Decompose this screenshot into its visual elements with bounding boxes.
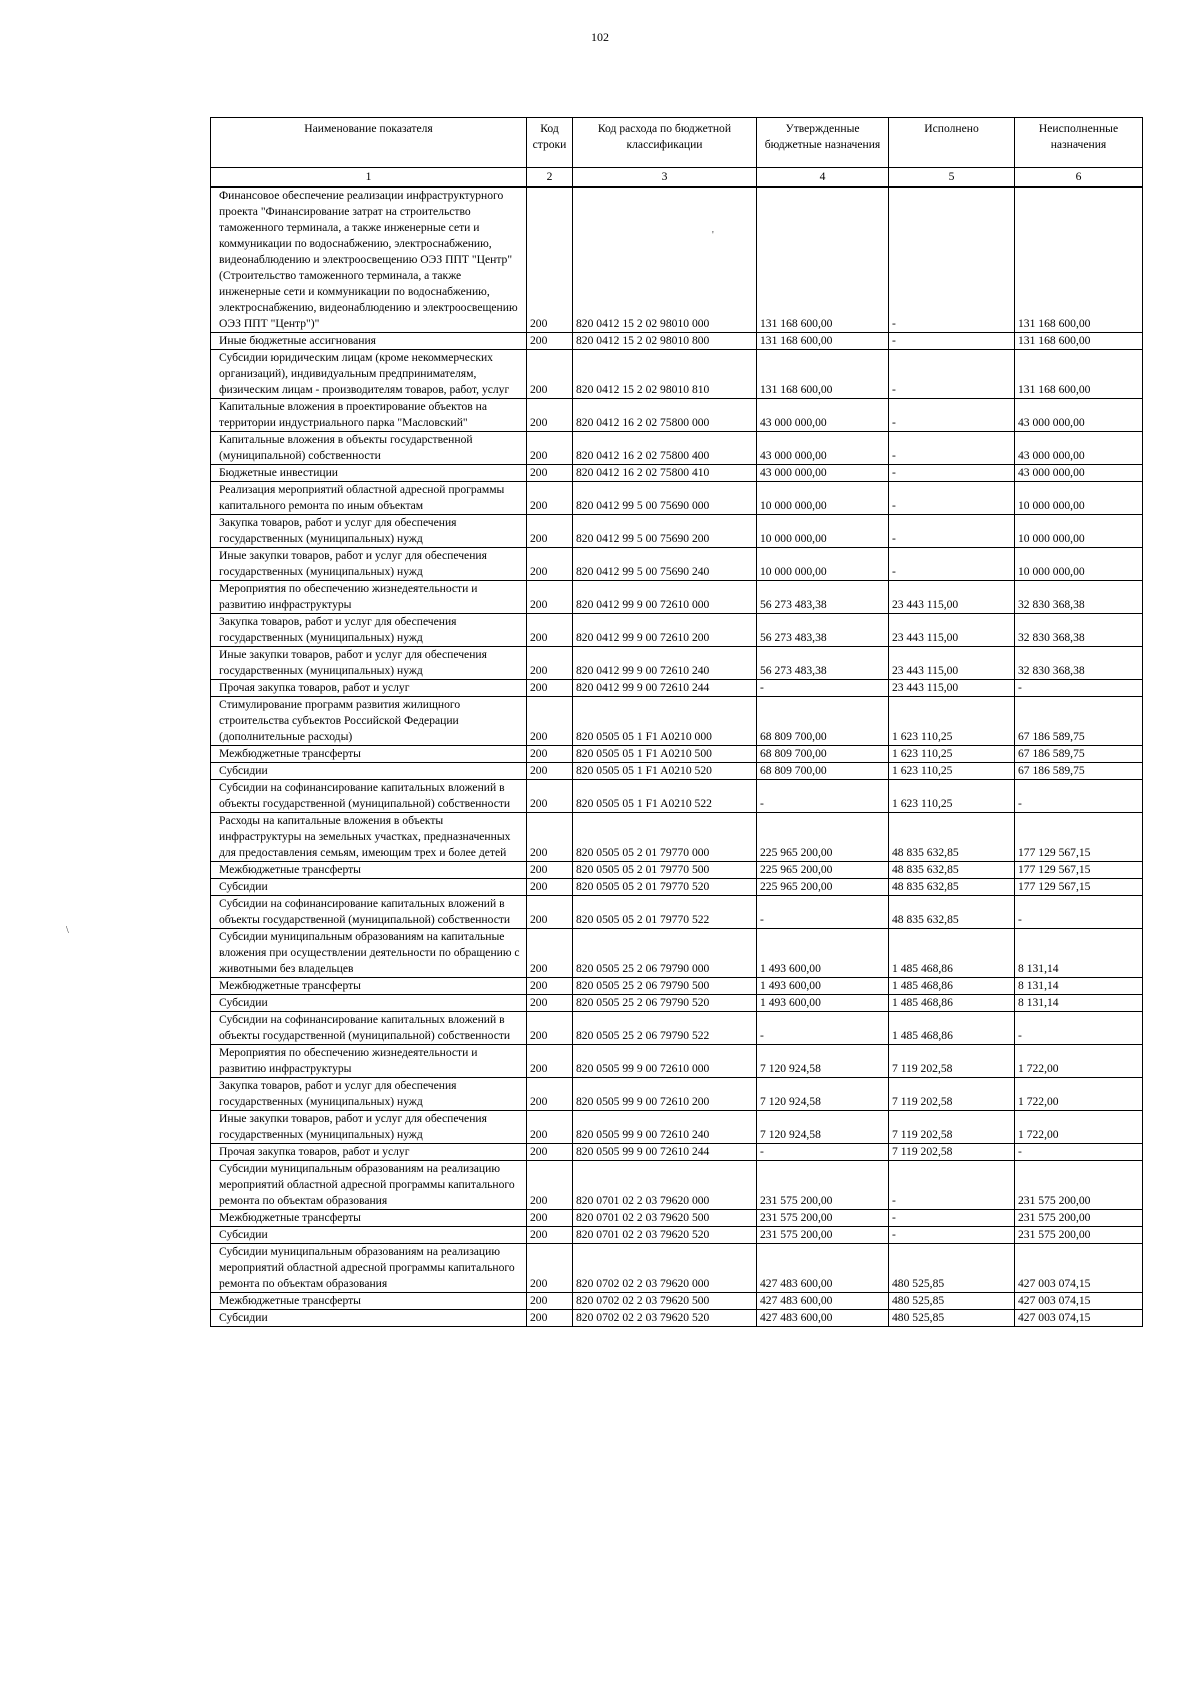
cell-approved: 231 575 200,00: [757, 1161, 889, 1210]
cell-executed: 480 525,85: [889, 1310, 1015, 1327]
cell-executed: 1 623 110,25: [889, 697, 1015, 746]
cell-unexecuted: 427 003 074,15: [1015, 1310, 1143, 1327]
cell-unexecuted: 67 186 589,75: [1015, 746, 1143, 763]
cell-executed: -: [889, 333, 1015, 350]
table-row: [211, 813, 1143, 862]
cell-indicator-name: Иные закупки товаров, работ и услуг для обеспечения государственных (муниципальных) нужд: [211, 548, 527, 581]
cell-expense-code: 820 0505 25 2 06 79790 000: [573, 929, 757, 978]
cell-executed: -: [889, 399, 1015, 432]
cell-executed: 48 835 632,85: [889, 862, 1015, 879]
cell-unexecuted: 131 168 600,00: [1015, 350, 1143, 399]
table-row: [211, 879, 1143, 896]
cell-approved: 131 168 600,00: [757, 333, 889, 350]
table-row: [211, 896, 1143, 929]
cell-line-code: 200: [527, 614, 573, 647]
page-number: 102: [591, 30, 609, 44]
cell-expense-code: 820 0701 02 2 03 79620 000: [573, 1161, 757, 1210]
cell-indicator-name: Иные бюджетные ассигнования: [211, 333, 527, 350]
cell-line-code: 200: [527, 746, 573, 763]
cell-indicator-name: Закупка товаров, работ и услуг для обеспечения государственных (муниципальных) нужд: [211, 1078, 527, 1111]
cell-approved: 225 965 200,00: [757, 879, 889, 896]
cell-unexecuted: 1 722,00: [1015, 1045, 1143, 1078]
cell-expense-code: 820 0505 99 9 00 72610 200: [573, 1078, 757, 1111]
table-row: [211, 187, 1143, 333]
cell-line-code: 200: [527, 1111, 573, 1144]
cell-executed: 48 835 632,85: [889, 896, 1015, 929]
cell-approved: 56 273 483,38: [757, 581, 889, 614]
cell-line-code: 200: [527, 465, 573, 482]
table-row: [211, 1045, 1143, 1078]
cell-indicator-name: Расходы на капитальные вложения в объекты инфраструктуры на земельных участках, предназначенных для предоставления семьям, имеющим трех и более детей: [211, 813, 527, 862]
cell-approved: 68 809 700,00: [757, 746, 889, 763]
cell-executed: 7 119 202,58: [889, 1078, 1015, 1111]
cell-expense-code: 820 0412 16 2 02 75800 000: [573, 399, 757, 432]
cell-approved: 7 120 924,58: [757, 1078, 889, 1111]
cell-indicator-name: Межбюджетные трансферты: [211, 746, 527, 763]
cell-line-code: 200: [527, 1078, 573, 1111]
cell-indicator-name: Мероприятия по обеспечению жизнедеятельности и развитию инфраструктуры: [211, 1045, 527, 1078]
cell-unexecuted: 231 575 200,00: [1015, 1210, 1143, 1227]
cell-unexecuted: 10 000 000,00: [1015, 515, 1143, 548]
column-number-2: 2: [527, 168, 573, 188]
table-body: [211, 187, 1143, 1327]
cell-line-code: 200: [527, 995, 573, 1012]
table-row: [211, 1227, 1143, 1244]
header-unexecuted: Неисполненные назначения: [1015, 118, 1143, 168]
table-row: [211, 515, 1143, 548]
header-indicator-name: Наименование показателя: [211, 118, 527, 168]
cell-approved: 68 809 700,00: [757, 697, 889, 746]
cell-line-code: 200: [527, 780, 573, 813]
cell-expense-code: 820 0505 05 1 F1 A0210 520: [573, 763, 757, 780]
cell-indicator-name: Субсидии юридическим лицам (кроме некоммерческих организаций), индивидуальным предпринимателям, физическим лицам - производителям товаров, работ, услуг: [211, 350, 527, 399]
cell-indicator-name: Иные закупки товаров, работ и услуг для обеспечения государственных (муниципальных) нужд: [211, 647, 527, 680]
header-approved: Утвержденные бюджетные назначения: [757, 118, 889, 168]
cell-line-code: 200: [527, 1144, 573, 1161]
cell-executed: 1 623 110,25: [889, 780, 1015, 813]
cell-expense-code: 820 0505 05 2 01 79770 522: [573, 896, 757, 929]
cell-line-code: 200: [527, 697, 573, 746]
cell-executed: 1 485 468,86: [889, 929, 1015, 978]
cell-expense-code: 820 0412 99 9 00 72610 200: [573, 614, 757, 647]
cell-executed: 1 485 468,86: [889, 1012, 1015, 1045]
cell-indicator-name: Субсидии: [211, 1227, 527, 1244]
cell-expense-code: 820 0702 02 2 03 79620 500: [573, 1293, 757, 1310]
cell-line-code: 200: [527, 1227, 573, 1244]
cell-expense-code: 820 0505 05 2 01 79770 500: [573, 862, 757, 879]
header-expense-code: Код расхода по бюджетной классификации: [573, 118, 757, 168]
cell-approved: 427 483 600,00: [757, 1244, 889, 1293]
table-row: [211, 697, 1143, 746]
cell-expense-code: 820 0505 25 2 06 79790 522: [573, 1012, 757, 1045]
cell-indicator-name: Капитальные вложения в объекты государственной (муниципальной) собственности: [211, 432, 527, 465]
column-number-3: 3: [573, 168, 757, 188]
cell-approved: 1 493 600,00: [757, 929, 889, 978]
cell-executed: 48 835 632,85: [889, 879, 1015, 896]
cell-line-code: 200: [527, 647, 573, 680]
cell-executed: 7 119 202,58: [889, 1045, 1015, 1078]
cell-executed: 7 119 202,58: [889, 1144, 1015, 1161]
cell-approved: 427 483 600,00: [757, 1310, 889, 1327]
cell-expense-code: 820 0701 02 2 03 79620 500: [573, 1210, 757, 1227]
cell-line-code: 200: [527, 929, 573, 978]
table-row: [211, 333, 1143, 350]
header-executed: Исполнено: [889, 118, 1015, 168]
cell-executed: 480 525,85: [889, 1244, 1015, 1293]
cell-indicator-name: Субсидии: [211, 1310, 527, 1327]
cell-expense-code: 820 0702 02 2 03 79620 520: [573, 1310, 757, 1327]
table-row: [211, 1161, 1143, 1210]
cell-indicator-name: Бюджетные инвестиции: [211, 465, 527, 482]
cell-line-code: 200: [527, 581, 573, 614]
scan-mark: \: [66, 925, 69, 936]
table-row: [211, 978, 1143, 995]
cell-approved: 43 000 000,00: [757, 399, 889, 432]
cell-approved: -: [757, 896, 889, 929]
cell-unexecuted: 32 830 368,38: [1015, 614, 1143, 647]
cell-line-code: 200: [527, 548, 573, 581]
table-row: [211, 432, 1143, 465]
cell-line-code: 200: [527, 813, 573, 862]
cell-approved: 10 000 000,00: [757, 482, 889, 515]
cell-executed: 1 485 468,86: [889, 978, 1015, 995]
cell-approved: 231 575 200,00: [757, 1227, 889, 1244]
cell-unexecuted: 231 575 200,00: [1015, 1161, 1143, 1210]
table-row: [211, 929, 1143, 978]
cell-unexecuted: 10 000 000,00: [1015, 548, 1143, 581]
table-row: [211, 1111, 1143, 1144]
cell-executed: 48 835 632,85: [889, 813, 1015, 862]
cell-unexecuted: 43 000 000,00: [1015, 432, 1143, 465]
cell-unexecuted: 10 000 000,00: [1015, 482, 1143, 515]
table-row: [211, 1144, 1143, 1161]
cell-executed: 23 443 115,00: [889, 647, 1015, 680]
table-row: [211, 1293, 1143, 1310]
cell-unexecuted: 1 722,00: [1015, 1111, 1143, 1144]
cell-unexecuted: 32 830 368,38: [1015, 581, 1143, 614]
table-header: [211, 118, 1143, 188]
cell-expense-code: 820 0505 05 1 F1 A0210 000: [573, 697, 757, 746]
cell-executed: 1 485 468,86: [889, 995, 1015, 1012]
cell-indicator-name: Иные закупки товаров, работ и услуг для обеспечения государственных (муниципальных) нужд: [211, 1111, 527, 1144]
cell-indicator-name: Закупка товаров, работ и услуг для обеспечения государственных (муниципальных) нужд: [211, 614, 527, 647]
scan-mark: ': [712, 230, 714, 241]
cell-indicator-name: Межбюджетные трансферты: [211, 1210, 527, 1227]
cell-expense-code: 820 0505 25 2 06 79790 520: [573, 995, 757, 1012]
cell-expense-code: 820 0505 05 2 01 79770 520: [573, 879, 757, 896]
cell-executed: -: [889, 187, 1015, 333]
cell-indicator-name: Прочая закупка товаров, работ и услуг: [211, 1144, 527, 1161]
cell-executed: 1 623 110,25: [889, 746, 1015, 763]
cell-unexecuted: 8 131,14: [1015, 995, 1143, 1012]
cell-approved: -: [757, 780, 889, 813]
header-line-code: Код строки: [527, 118, 573, 168]
table-row: [211, 1244, 1143, 1293]
cell-indicator-name: Субсидии: [211, 879, 527, 896]
cell-line-code: 200: [527, 896, 573, 929]
cell-executed: 23 443 115,00: [889, 680, 1015, 697]
cell-expense-code: 820 0701 02 2 03 79620 520: [573, 1227, 757, 1244]
table-row: [211, 350, 1143, 399]
cell-line-code: 200: [527, 1161, 573, 1210]
cell-executed: 480 525,85: [889, 1293, 1015, 1310]
cell-expense-code: 820 0505 05 1 F1 A0210 522: [573, 780, 757, 813]
cell-approved: 43 000 000,00: [757, 465, 889, 482]
table-row: [211, 614, 1143, 647]
cell-indicator-name: Субсидии на софинансирование капитальных вложений в объекты государственной (муниципальной) собственности: [211, 1012, 527, 1045]
table-row: [211, 680, 1143, 697]
table-row: [211, 763, 1143, 780]
cell-expense-code: 820 0505 99 9 00 72610 244: [573, 1144, 757, 1161]
cell-approved: 68 809 700,00: [757, 763, 889, 780]
cell-indicator-name: Субсидии муниципальным образованиям на капитальные вложения при осуществлении деятельности по обращению с животными без владельцев: [211, 929, 527, 978]
cell-executed: -: [889, 1227, 1015, 1244]
cell-indicator-name: Субсидии: [211, 763, 527, 780]
cell-indicator-name: Субсидии: [211, 995, 527, 1012]
cell-unexecuted: 67 186 589,75: [1015, 697, 1143, 746]
cell-expense-code: 820 0505 05 2 01 79770 000: [573, 813, 757, 862]
cell-line-code: 200: [527, 763, 573, 780]
cell-line-code: 200: [527, 432, 573, 465]
cell-line-code: 200: [527, 978, 573, 995]
cell-unexecuted: 131 168 600,00: [1015, 333, 1143, 350]
cell-expense-code: 820 0412 16 2 02 75800 410: [573, 465, 757, 482]
cell-unexecuted: 231 575 200,00: [1015, 1227, 1143, 1244]
cell-unexecuted: -: [1015, 896, 1143, 929]
cell-executed: -: [889, 482, 1015, 515]
cell-executed: -: [889, 350, 1015, 399]
cell-executed: -: [889, 548, 1015, 581]
table-row: [211, 995, 1143, 1012]
cell-expense-code: 820 0505 99 9 00 72610 240: [573, 1111, 757, 1144]
cell-approved: 131 168 600,00: [757, 350, 889, 399]
cell-line-code: 200: [527, 680, 573, 697]
cell-indicator-name: Субсидии муниципальным образованиям на реализацию мероприятий областной адресной программы капитального ремонта по объектам образования: [211, 1244, 527, 1293]
cell-approved: 231 575 200,00: [757, 1210, 889, 1227]
cell-approved: -: [757, 1144, 889, 1161]
cell-unexecuted: -: [1015, 680, 1143, 697]
cell-executed: 23 443 115,00: [889, 614, 1015, 647]
budget-execution-table: [210, 117, 1143, 1327]
cell-unexecuted: -: [1015, 1144, 1143, 1161]
cell-unexecuted: 177 129 567,15: [1015, 862, 1143, 879]
cell-approved: -: [757, 1012, 889, 1045]
cell-approved: 225 965 200,00: [757, 813, 889, 862]
cell-unexecuted: 177 129 567,15: [1015, 879, 1143, 896]
cell-indicator-name: Реализация мероприятий областной адресной программы капитального ремонта по иным объектам: [211, 482, 527, 515]
cell-line-code: 200: [527, 862, 573, 879]
cell-executed: -: [889, 1210, 1015, 1227]
cell-executed: -: [889, 432, 1015, 465]
cell-approved: 43 000 000,00: [757, 432, 889, 465]
table-row: [211, 862, 1143, 879]
cell-unexecuted: 67 186 589,75: [1015, 763, 1143, 780]
cell-expense-code: 820 0412 99 9 00 72610 000: [573, 581, 757, 614]
cell-approved: 1 493 600,00: [757, 995, 889, 1012]
cell-line-code: 200: [527, 1244, 573, 1293]
table-row: [211, 1012, 1143, 1045]
cell-unexecuted: -: [1015, 1012, 1143, 1045]
cell-indicator-name: Субсидии на софинансирование капитальных вложений в объекты государственной (муниципальной) собственности: [211, 780, 527, 813]
cell-expense-code: 820 0412 15 2 02 98010 810: [573, 350, 757, 399]
column-number-row: [211, 168, 1143, 188]
cell-unexecuted: 32 830 368,38: [1015, 647, 1143, 680]
cell-unexecuted: -: [1015, 780, 1143, 813]
cell-line-code: 200: [527, 1293, 573, 1310]
column-number-6: 6: [1015, 168, 1143, 188]
cell-expense-code: 820 0412 99 5 00 75690 240: [573, 548, 757, 581]
cell-indicator-name: Закупка товаров, работ и услуг для обеспечения государственных (муниципальных) нужд: [211, 515, 527, 548]
cell-executed: -: [889, 515, 1015, 548]
cell-unexecuted: 177 129 567,15: [1015, 813, 1143, 862]
cell-indicator-name: Финансовое обеспечение реализации инфраструктурного проекта "Финансирование затрат на строительство таможенного терминала, а также инженерные сети и коммуникации по водоснабжению, электроснабжению, видеонаблюдению и электроосвещению ОЭЗ ППТ "Центр" (Строительство таможенного терминала, а также инженерные сети и коммуникации по водоснабжению, электроснабжению, видеонаблюдению и электроосвещению ОЭЗ ППТ "Центр")": [211, 187, 527, 333]
cell-line-code: 200: [527, 399, 573, 432]
cell-unexecuted: 43 000 000,00: [1015, 465, 1143, 482]
cell-unexecuted: 1 722,00: [1015, 1078, 1143, 1111]
cell-line-code: 200: [527, 1012, 573, 1045]
cell-unexecuted: 8 131,14: [1015, 978, 1143, 995]
cell-unexecuted: 131 168 600,00: [1015, 187, 1143, 333]
cell-executed: 1 623 110,25: [889, 763, 1015, 780]
cell-indicator-name: Субсидии на софинансирование капитальных вложений в объекты государственной (муниципальной) собственности: [211, 896, 527, 929]
cell-unexecuted: 8 131,14: [1015, 929, 1143, 978]
cell-executed: 7 119 202,58: [889, 1111, 1015, 1144]
cell-line-code: 200: [527, 482, 573, 515]
cell-line-code: 200: [527, 1310, 573, 1327]
table-row: [211, 465, 1143, 482]
cell-approved: 56 273 483,38: [757, 614, 889, 647]
cell-expense-code: 820 0412 15 2 02 98010 800: [573, 333, 757, 350]
cell-approved: 7 120 924,58: [757, 1045, 889, 1078]
table-row: [211, 548, 1143, 581]
table-row: [211, 482, 1143, 515]
cell-approved: 7 120 924,58: [757, 1111, 889, 1144]
column-number-4: 4: [757, 168, 889, 188]
table-row: [211, 581, 1143, 614]
cell-expense-code: 820 0505 05 1 F1 A0210 500: [573, 746, 757, 763]
cell-executed: 23 443 115,00: [889, 581, 1015, 614]
cell-expense-code: 820 0702 02 2 03 79620 000: [573, 1244, 757, 1293]
cell-approved: 225 965 200,00: [757, 862, 889, 879]
cell-approved: 427 483 600,00: [757, 1293, 889, 1310]
cell-line-code: 200: [527, 333, 573, 350]
cell-indicator-name: Субсидии муниципальным образованиям на реализацию мероприятий областной адресной программы капитального ремонта по объектам образования: [211, 1161, 527, 1210]
cell-line-code: 200: [527, 515, 573, 548]
cell-approved: 131 168 600,00: [757, 187, 889, 333]
table-row: [211, 780, 1143, 813]
cell-expense-code: 820 0412 99 5 00 75690 000: [573, 482, 757, 515]
cell-indicator-name: Межбюджетные трансферты: [211, 978, 527, 995]
column-number-1: 1: [211, 168, 527, 188]
cell-approved: 10 000 000,00: [757, 515, 889, 548]
table-row: [211, 647, 1143, 680]
cell-expense-code: 820 0412 99 9 00 72610 244: [573, 680, 757, 697]
cell-indicator-name: Прочая закупка товаров, работ и услуг: [211, 680, 527, 697]
table-row: [211, 746, 1143, 763]
cell-expense-code: 820 0412 16 2 02 75800 400: [573, 432, 757, 465]
table-row: [211, 1310, 1143, 1327]
cell-executed: -: [889, 1161, 1015, 1210]
cell-indicator-name: Межбюджетные трансферты: [211, 1293, 527, 1310]
cell-indicator-name: Межбюджетные трансферты: [211, 862, 527, 879]
cell-unexecuted: 43 000 000,00: [1015, 399, 1143, 432]
table-row: [211, 399, 1143, 432]
cell-line-code: 200: [527, 350, 573, 399]
cell-approved: -: [757, 680, 889, 697]
table-row: [211, 1210, 1143, 1227]
cell-unexecuted: 427 003 074,15: [1015, 1244, 1143, 1293]
cell-indicator-name: Стимулирование программ развития жилищного строительства субъектов Российской Федерации (дополнительные расходы): [211, 697, 527, 746]
cell-expense-code: 820 0412 99 5 00 75690 200: [573, 515, 757, 548]
cell-line-code: 200: [527, 1210, 573, 1227]
cell-expense-code: 820 0412 99 9 00 72610 240: [573, 647, 757, 680]
cell-indicator-name: Мероприятия по обеспечению жизнедеятельности и развитию инфраструктуры: [211, 581, 527, 614]
cell-line-code: 200: [527, 1045, 573, 1078]
cell-unexecuted: 427 003 074,15: [1015, 1293, 1143, 1310]
table-row: [211, 1078, 1143, 1111]
cell-line-code: 200: [527, 187, 573, 333]
cell-line-code: 200: [527, 879, 573, 896]
cell-expense-code: 820 0505 99 9 00 72610 000: [573, 1045, 757, 1078]
cell-approved: 1 493 600,00: [757, 978, 889, 995]
cell-approved: 56 273 483,38: [757, 647, 889, 680]
cell-expense-code: 820 0505 25 2 06 79790 500: [573, 978, 757, 995]
cell-indicator-name: Капитальные вложения в проектирование объектов на территории индустриального парка "Масловский": [211, 399, 527, 432]
header-row: [211, 118, 1143, 168]
cell-expense-code: 820 0412 15 2 02 98010 000: [573, 187, 757, 333]
cell-executed: -: [889, 465, 1015, 482]
column-number-5: 5: [889, 168, 1015, 188]
cell-approved: 10 000 000,00: [757, 548, 889, 581]
